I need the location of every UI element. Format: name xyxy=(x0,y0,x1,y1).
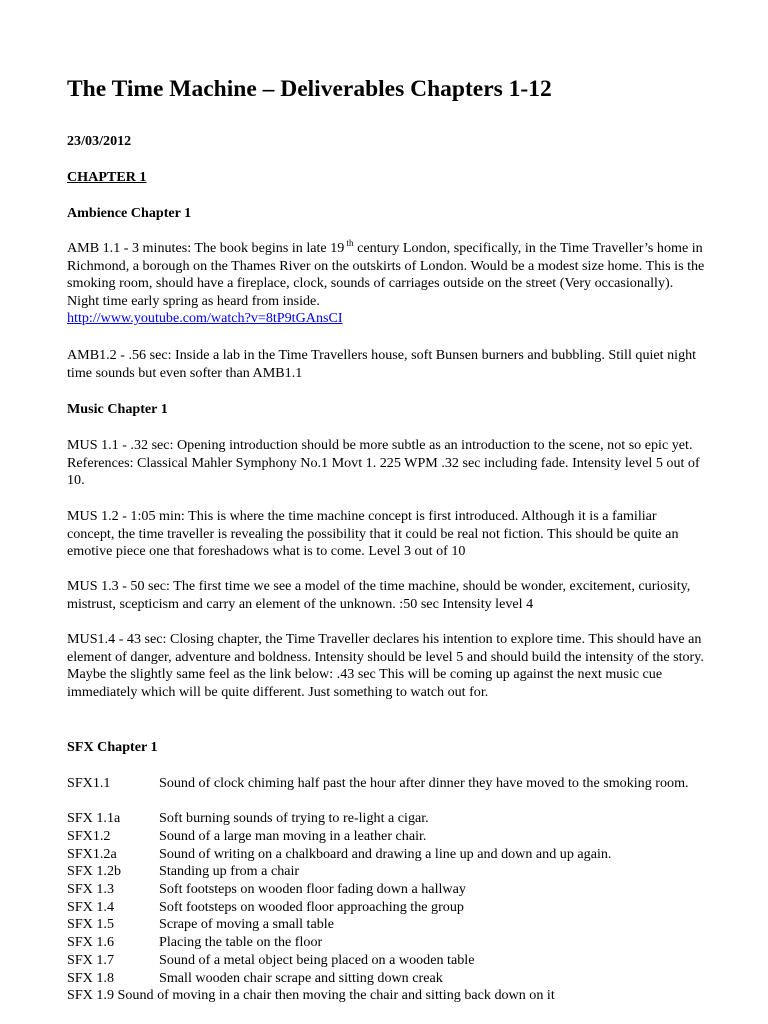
sfx-item xyxy=(67,863,707,881)
sfx-item-last: SFX 1.9 Sound of moving in a chair then moving the chair and sitting back down on it xyxy=(67,987,555,1003)
amb-1-1-text-end: century London, specifically, in the Time Traveller’s home in Richmond, a borough on the Thames River on the outskirts of London. Would be a modest size home. This is the smoking room, should have a fireplace, clock, sounds of carriages outside on the street (Very occasionally). Night time early spring as heard from inside. xyxy=(67,240,705,309)
sfx-description: Sound of a metal object being placed on a wooden table xyxy=(159,952,475,968)
sfx-description: Soft burning sounds of trying to re-light a cigar. xyxy=(159,810,429,826)
document-title: The Time Machine – Deliverables Chapters 1-12 xyxy=(67,76,552,102)
sfx-code: SFX1.1 xyxy=(67,775,111,791)
sfx-description: Scrape of moving a small table xyxy=(159,916,334,932)
sfx-item xyxy=(67,934,707,952)
sfx-item xyxy=(67,846,707,864)
sfx-code: SFX 1.3 xyxy=(67,881,114,897)
sfx-code: SFX 1.4 xyxy=(67,899,114,915)
amb-1-1-paragraph xyxy=(67,240,707,328)
sfx-item xyxy=(67,810,707,828)
sfx-code: SFX 1.6 xyxy=(67,934,114,950)
sfx-description: Standing up from a chair xyxy=(159,863,300,879)
sfx-description: Sound of writing on a chalkboard and drawing a line up and down and up again. xyxy=(159,846,612,862)
amb-1-2-paragraph: AMB1.2 - .56 sec: Inside a lab in the Time Travellers house, soft Bunsen burners and bubbling. Still quiet night time sounds but even softer than AMB1.1 xyxy=(67,347,697,381)
document-date: 23/03/2012 xyxy=(67,133,132,149)
sfx-heading: SFX Chapter 1 xyxy=(67,739,158,755)
sfx-description: Placing the table on the floor xyxy=(159,934,323,950)
mus-1-1-paragraph: MUS 1.1 - .32 sec: Opening introduction should be more subtle as an introduction to the scene, not so epic yet. References: Classical Mahler Symphony No.1 Movt 1. 225 WPM .32 sec including fade. Intensity level 5 out of 10. xyxy=(67,437,700,489)
sfx-code: SFX 1.2b xyxy=(67,863,122,879)
sfx-item xyxy=(67,970,707,988)
sfx-description: Soft footsteps on wooded floor approaching the group xyxy=(159,899,464,915)
chapter-heading: CHAPTER 1 xyxy=(67,169,147,185)
sfx-code: SFX 1.7 xyxy=(67,952,114,968)
sfx-description: Soft footsteps on wooden floor fading down a hallway xyxy=(159,881,466,897)
sfx-code: SFX1.2 xyxy=(67,828,111,844)
sfx-code: SFX 1.5 xyxy=(67,916,114,932)
youtube-link[interactable]: http://www.youtube.com/watch?v=8tP9tGAnsCI xyxy=(67,310,343,327)
sfx-code: SFX 1.8 xyxy=(67,970,114,986)
sfx-item xyxy=(67,916,707,934)
sfx-description: Sound of clock chiming half past the hour after dinner they have moved to the smoking room. xyxy=(159,775,689,791)
amb-1-1-superscript: th xyxy=(344,238,354,248)
sfx-item xyxy=(67,828,707,846)
music-heading: Music Chapter 1 xyxy=(67,401,168,417)
mus-1-3-paragraph: MUS 1.3 - 50 sec: The first time we see a model of the time machine, should be wonder, excitement, curiosity, mistrust, scepticism and carry an element of the unknown. :50 sec Intensity level 4 xyxy=(67,578,691,612)
sfx-item xyxy=(67,775,707,793)
sfx-code: SFX 1.1a xyxy=(67,810,121,826)
mus-1-2-paragraph: MUS 1.2 - 1:05 min: This is where the time machine concept is first introduced. Although it is a familiar concept, the time traveller is revealing the possibility that it could be real not fiction. This should be quite an emotive piece one that foreshadows what is to come. Level 3 out of 10 xyxy=(67,508,679,560)
amb-1-1-text-start: AMB 1.1 - 3 minutes: The book begins in late 19 xyxy=(67,240,345,256)
sfx-item xyxy=(67,881,707,899)
sfx-description: Small wooden chair scrape and sitting down creak xyxy=(159,970,443,986)
sfx-description: Sound of a large man moving in a leather chair. xyxy=(159,828,427,844)
ambience-heading: Ambience Chapter 1 xyxy=(67,205,192,221)
sfx-code: SFX1.2a xyxy=(67,846,117,862)
mus-1-4-paragraph: MUS1.4 - 43 sec: Closing chapter, the Time Traveller declares his intention to explore time. This should have an element of danger, adventure and boldness. Intensity should be level 5 and should build the intensity of the story. Maybe the slightly same feel as the link below: .43 sec This will be coming up against the next music cue immediately which will be quite different. Just something to watch out for. xyxy=(67,631,704,700)
sfx-item xyxy=(67,952,707,970)
sfx-item xyxy=(67,899,707,917)
